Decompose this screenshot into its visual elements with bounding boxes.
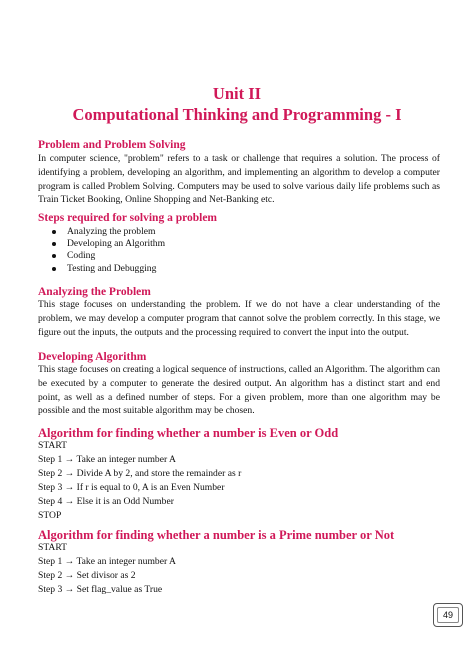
list-item (52, 238, 165, 250)
bullet-icon (52, 242, 56, 246)
unit-title: Unit II (212, 84, 262, 103)
section-heading-problem: Problem and Problem Solving (38, 139, 186, 151)
bullet-icon (52, 230, 56, 234)
section-heading-even-odd: Algorithm for finding whether a number is Even or Odd (38, 426, 339, 440)
list-item-label: Coding (67, 250, 96, 262)
bullet-icon (52, 254, 56, 258)
algorithm-line: Step 1 → Take an integer number A (38, 556, 176, 567)
page-number: 49 (442, 610, 453, 620)
list-item-label: Testing and Debugging (67, 262, 157, 274)
section-heading-analyzing: Analyzing the Problem (38, 286, 151, 298)
list-item (52, 250, 165, 262)
section-heading-steps: Steps required for solving a problem (38, 212, 218, 224)
algorithm-line: Step 1 → Take an integer number A (38, 454, 176, 465)
algorithm-line: Step 2 → Divide A by 2, and store the remainder as r (38, 468, 242, 479)
algorithm-line: Step 2 → Set divisor as 2 (38, 570, 136, 581)
page-number-badge (433, 603, 463, 627)
algorithm-line: Step 3 → Set flag_value as True (38, 584, 163, 595)
paragraph-developing: This stage focuses on creating a logical sequence of instructions, called an Algorithm. The algorithm can be executed by a computer to generate the desired output. An algorithm has a distinct start and end point, as well as a defined number of steps. For a given problem, more than one algorithm may be possible and the most suitable algorithm may be chosen. (38, 364, 440, 417)
list-item (52, 263, 165, 275)
list-item-label: Developing an Algorithm (67, 238, 166, 250)
section-heading-prime: Algorithm for finding whether a number is a Prime number or Not (38, 528, 395, 542)
bullet-icon (52, 267, 56, 271)
algorithm-line: START (38, 440, 68, 451)
paragraph-analyzing: This stage focuses on understanding the problem. If we do not have a clear understanding of the problem, we may develop a computer program that cannot solve the problem correctly. In this stage, we figure out the inputs, the outputs and the processing required to convert the input into the output. (38, 299, 440, 338)
paragraph-problem: In computer science, "problem" refers to a task or challenge that requires a solution. The process of identifying a problem, developing an algorithm, and implementing an algorithm to develop a computer program is called Problem Solving. Computers may be used to solve various daily life problems such as Train Ticket Booking, Online Shopping and Net-Banking etc. (38, 153, 440, 206)
list-item (52, 226, 165, 238)
algorithm-line: STOP (38, 510, 62, 521)
algorithm-line: Step 3 → If r is equal to 0, A is an Even Number (38, 482, 225, 493)
steps-list (52, 226, 165, 275)
algorithm-line: START (38, 542, 68, 553)
algorithm-line: Step 4 → Else it is an Odd Number (38, 496, 174, 507)
page-title: Computational Thinking and Programming - I (72, 105, 402, 124)
list-item-label: Analyzing the problem (67, 226, 156, 237)
section-heading-developing: Developing Algorithm (38, 351, 147, 363)
